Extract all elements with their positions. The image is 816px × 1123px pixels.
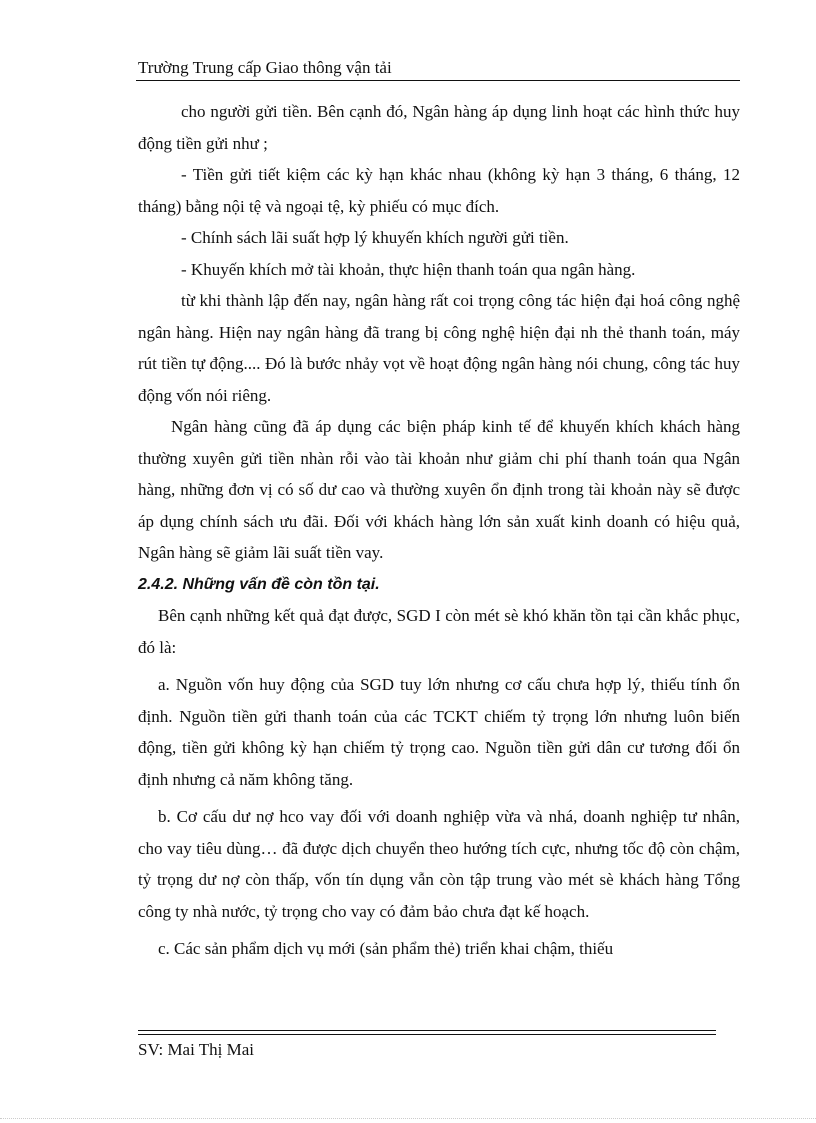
document-body (138, 96, 740, 965)
issue-b: b. Cơ cấu dư nợ hco vay đối với doanh nghiệp vừa và nhá, doanh nghiệp tư nhân, cho vay tiêu dùng… đã được dịch chuyển theo hướng tích cực, nhưng tốc độ còn chậm, tỷ trọng dư nợ còn thấp, vốn tín dụng vẫn còn tập trung vào mét sè khách hàng Tổng công ty nhà nước, tỷ trọng cho vay có đảm bảo chưa đạt kế hoạch. (138, 807, 740, 921)
paragraph-intro-issues: Bên cạnh những kết quả đạt được, SGD I còn mét sè khó khăn tồn tại cần khắc phục, đó là: (138, 606, 740, 657)
paragraph-economic-measures: Ngân hàng cũng đã áp dụng các biện pháp kinh tế để khuyến khích khách hàng thường xuyên gửi tiền nhàn rỗi vào tài khoản như giảm chi phí thanh toán qua Ngân hàng, những đơn vị có số dư cao và thường xuyên ổn định trong tài khoản này sẽ được áp dụng chính sách ưu đãi. Đối với khách hàng lớn sản xuất kinh doanh có hiệu quả, Ngân hàng sẽ giảm lãi suất tiền vay. (138, 417, 740, 562)
paragraph-modernization: từ khi thành lập đến nay, ngân hàng rất coi trọng công tác hiện đại hoá công nghệ ngân hàng. Hiện nay ngân hàng đã trang bị công nghệ hiện đại nh thẻ thanh toán, máy rút tiền tự động.... Đó là bước nhảy vọt về hoạt động ngân hàng nói chung, công tác huy động vốn nói riêng. (138, 291, 740, 405)
bullet-interest-policy: - Chính sách lãi suất hợp lý khuyến khích người gửi tiền. (181, 228, 569, 247)
page-border-dots (0, 1118, 816, 1119)
page-footer: SV: Mai Thị Mai (138, 1040, 255, 1059)
issue-c: c. Các sản phẩm dịch vụ mới (sản phẩm thẻ) triển khai chậm, thiếu (158, 939, 614, 958)
footer-rule-top (138, 1030, 716, 1031)
section-heading: 2.4.2. Những vấn đề còn tồn tại. (138, 575, 380, 593)
footer-rule-bottom (138, 1034, 716, 1035)
bullet-deposits: - Tiền gửi tiết kiệm các kỳ hạn khác nhau (không kỳ hạn 3 tháng, 6 tháng, 12 tháng) bằng nội tệ và ngoại tệ, kỳ phiếu có mục đích. (138, 165, 740, 216)
page-header: Trường Trung cấp Giao thông vận tải (138, 58, 392, 77)
header-rule (136, 80, 740, 81)
bullet-accounts: - Khuyến khích mở tài khoản, thực hiện thanh toán qua ngân hàng. (181, 259, 636, 279)
issue-a: a. Nguồn vốn huy động của SGD tuy lớn nhưng cơ cấu chưa hợp lý, thiếu tính ổn định. Nguồn tiền gửi thanh toán của các TCKT chiếm tỷ trọng lớn nhưng luôn biến động, tiền gửi không kỳ hạn chiếm tỷ trọng cao. Nguồn tiền gửi dân cư tương đối ổn định nhưng cả năm không tăng. (138, 675, 740, 789)
paragraph-1: cho người gửi tiền. Bên cạnh đó, Ngân hàng áp dụng linh hoạt các hình thức huy động tiền gửi như ; (138, 102, 740, 153)
